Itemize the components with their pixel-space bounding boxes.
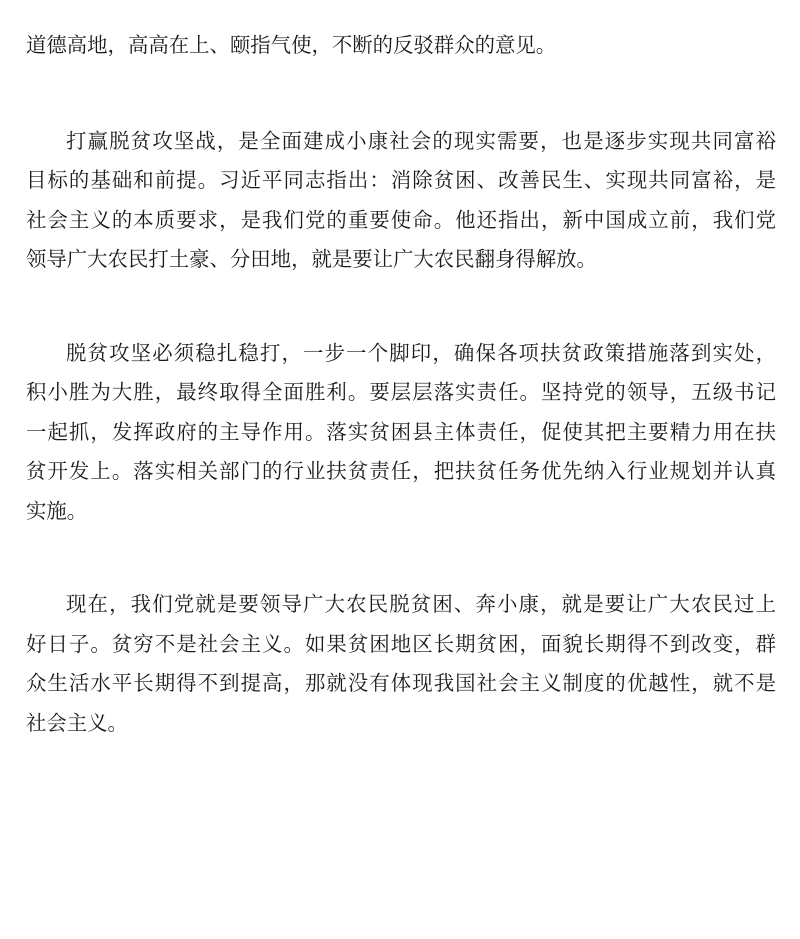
- paragraph-line: 社会主义的本质要求，是我们党的重要使命。他还指出，新中国成立前，我们党: [26, 207, 776, 232]
- paragraph-line: 贫开发上。落实相关部门的行业扶贫责任，把扶贫任务优先纳入行业规划并认真: [26, 459, 776, 483]
- paragraph-line: 现在，我们党就是要领导广大农民脱贫困、奔小康，就是要让广大农民过上: [66, 592, 776, 616]
- paragraph-line: 领导广大农民打土豪、分田地，就是要让广大农民翻身得解放。: [26, 247, 597, 271]
- paragraph-line: 脱贫攻坚必须稳扎稳打，一步一个脚印，确保各项扶贫政策措施落到实处，: [66, 340, 776, 365]
- paragraph-line: 好日子。贫穷不是社会主义。如果贫困地区长期贫困，面貌长期得不到改变，群: [26, 631, 776, 656]
- paragraph-line: 社会主义。: [26, 710, 128, 735]
- paragraph-line: 实施。: [26, 498, 88, 523]
- paragraph-2: [26, 122, 776, 280]
- paragraph-line: 道德高地，高高在上、颐指气使，不断的反驳群众的意见。: [26, 33, 557, 57]
- paragraph-line: 一起抓，发挥政府的主导作用。落实贫困县主体责任，促使其把主要精力用在扶: [26, 419, 776, 444]
- paragraph-line: 众生活水平长期得不到提高，那就没有体现我国社会主义制度的优越性，就不是: [26, 671, 776, 695]
- paragraph-4: [26, 585, 776, 743]
- document-page: [26, 0, 776, 743]
- paragraph-1: [26, 26, 776, 66]
- paragraph-line: 积小胜为大胜，最终取得全面胜利。要层层落实责任。坚持党的领导，五级书记: [26, 380, 776, 404]
- paragraph-line: 打赢脱贫攻坚战，是全面建成小康社会的现实需要，也是逐步实现共同富裕: [66, 128, 776, 153]
- paragraph-3: [26, 334, 776, 532]
- paragraph-line: 目标的基础和前提。习近平同志指出：消除贫困、改善民生、实现共同富裕，是: [26, 168, 776, 192]
